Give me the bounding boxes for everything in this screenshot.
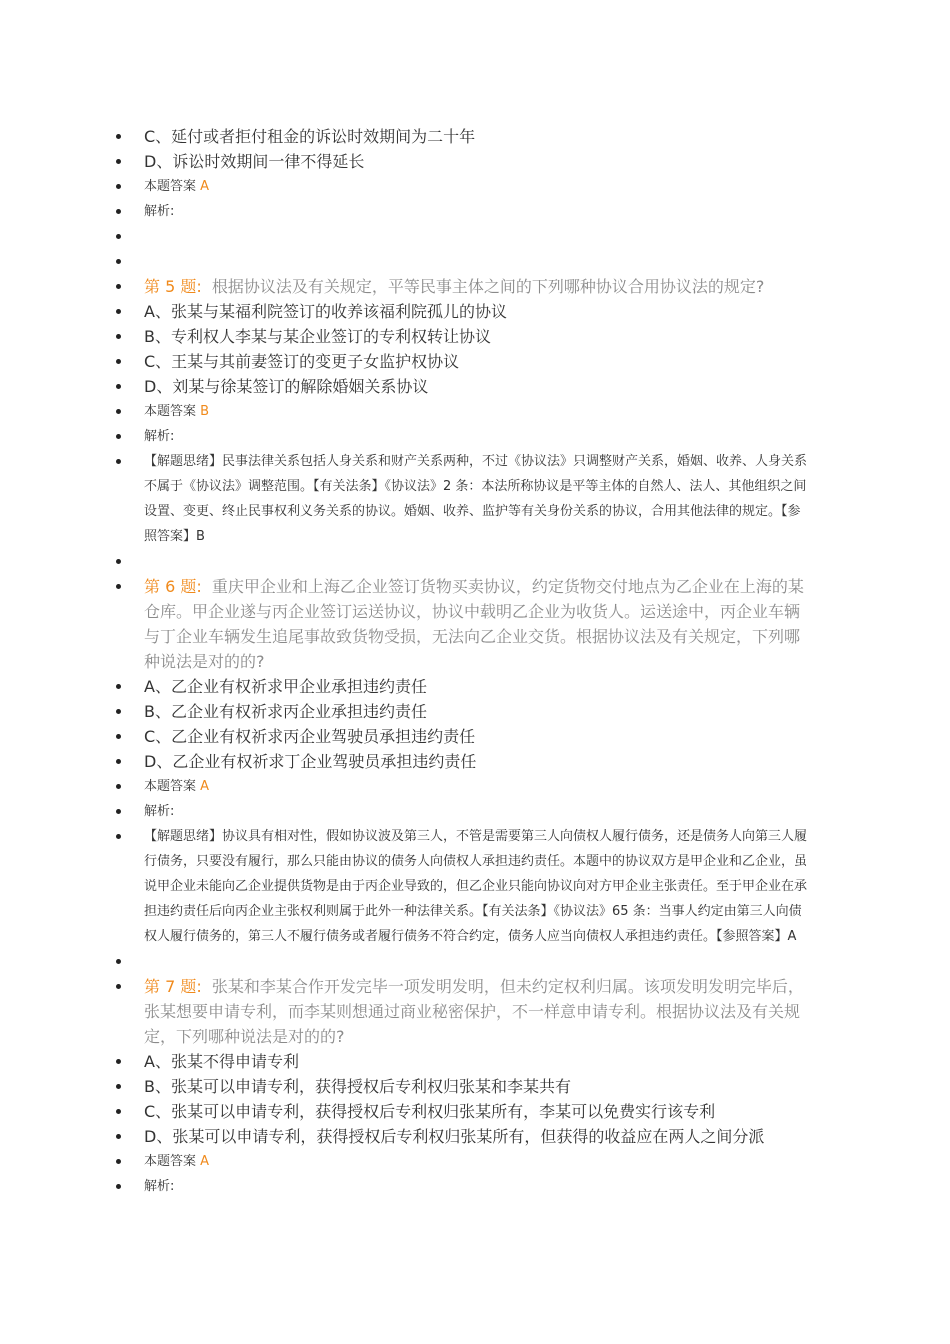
question-list [0, 124, 950, 1199]
option-text: C、乙企业有权祈求丙企业驾驶员承担违约责任 [144, 727, 476, 746]
option-item [0, 349, 950, 374]
option-item [0, 374, 950, 399]
question-number: 第 7 题: [144, 977, 202, 996]
analysis-item [0, 1174, 950, 1199]
question-item [0, 974, 950, 1049]
answer-value: A [200, 779, 210, 794]
analysis-label: 解析: [144, 429, 175, 444]
answer-item [0, 774, 950, 799]
answer-label: 本题答案 [144, 404, 197, 419]
option-text: C、张某可以申请专利，获得授权后专利权归张某所有，李某可以免费实行该专利 [144, 1102, 716, 1121]
explanation-text: 【解题思绪】协议具有相对性，假如协议波及第三人，不管是需要第三人向债权人履行债务，还是债务人向第三人履行债务，只要没有履行，那么只能由协议的债务人向债权人承担违约责任。本题中的协议双方是甲企业和乙企业，虽说甲企业未能向乙企业提供货物是由于丙企业导致的，但乙企业只能向协议向对方甲企业主张责任。至于甲企业在承担违约责任后向丙企业主张权利则属于此外一种法律关系。【有关法条】《协议法》65 条：当事人约定由第三人向债权人履行债务的，第三人不履行债务或者履行债务不符合约定，债务人应当向债权人承担违约责任。【参照答案】A [144, 829, 808, 944]
option-text: D、张某可以申请专利，获得授权后专利权归张某所有，但获得的收益应在两人之间分派 [144, 1127, 765, 1146]
empty-item [0, 224, 950, 249]
option-item [0, 749, 950, 774]
option-text: A、张某不得申请专利 [144, 1052, 299, 1071]
answer-item [0, 1149, 950, 1174]
analysis-item [0, 799, 950, 824]
option-item [0, 699, 950, 724]
option-text: D、乙企业有权祈求丁企业驾驶员承担违约责任 [144, 752, 477, 771]
empty-item [0, 549, 950, 574]
option-text: D、刘某与徐某签订的解除婚姻关系协议 [144, 377, 429, 396]
analysis-label: 解析: [144, 804, 175, 819]
option-text: B、专利权人李某与某企业签订的专利权转让协议 [144, 327, 491, 346]
question-number: 第 6 题: [144, 577, 202, 596]
question-number: 第 5 题: [144, 277, 202, 296]
explanation-text: 【解题思绪】民事法律关系包括人身关系和财产关系两种，不过《协议法》只调整财产关系，婚姻、收养、人身关系不属于《协议法》调整范围。【有关法条】《协议法》2 条：本法所称协议是平等主体的自然人、法人、其他组织之间设置、变更、终止民事权利义务关系的协议。婚姻、收养、监护等有关身份关系的协议，合用其他法律的规定。【参照答案】B [144, 454, 808, 544]
explanation-item [0, 449, 950, 549]
option-item [0, 324, 950, 349]
option-item [0, 1049, 950, 1074]
answer-value: B [200, 404, 210, 419]
option-item [0, 674, 950, 699]
option-item [0, 1099, 950, 1124]
option-text: B、张某可以申请专利，获得授权后专利权归张某和李某共有 [144, 1077, 571, 1096]
document-page [0, 124, 950, 1199]
option-text: C、王某与其前妻签订的变更子女监护权协议 [144, 352, 460, 371]
analysis-item [0, 424, 950, 449]
empty-item [0, 949, 950, 974]
option-item [0, 1124, 950, 1149]
answer-item [0, 174, 950, 199]
analysis-label: 解析: [144, 1179, 175, 1194]
option-text: D、诉讼时效期间一律不得延长 [144, 152, 365, 171]
option-item [0, 149, 950, 174]
analysis-item [0, 199, 950, 224]
answer-label: 本题答案 [144, 179, 197, 194]
explanation-item [0, 824, 950, 949]
empty-item [0, 249, 950, 274]
option-item [0, 124, 950, 149]
option-item [0, 299, 950, 324]
question-item [0, 574, 950, 674]
option-text: A、乙企业有权祈求甲企业承担违约责任 [144, 677, 427, 696]
answer-value: A [200, 1154, 210, 1169]
question-item [0, 274, 950, 299]
answer-item [0, 399, 950, 424]
analysis-label: 解析: [144, 204, 175, 219]
question-text: 根据协议法及有关规定，平等民事主体之间的下列哪种协议合用协议法的规定? [211, 277, 765, 296]
question-text: 张某和李某合作开发完毕一项发明发明，但未约定权利归属。该项发明发明完毕后，张某想要申请专利，而李某则想通过商业秘密保护，不一样意申请专利。根据协议法及有关规定，下列哪种说法是对的的? [144, 977, 804, 1046]
option-text: B、乙企业有权祈求丙企业承担违约责任 [144, 702, 427, 721]
option-item [0, 724, 950, 749]
answer-label: 本题答案 [144, 779, 197, 794]
answer-label: 本题答案 [144, 1154, 197, 1169]
option-text: A、张某与某福利院签订的收养该福利院孤儿的协议 [144, 302, 507, 321]
option-text: C、延付或者拒付租金的诉讼时效期间为二十年 [144, 127, 476, 146]
answer-value: A [200, 179, 210, 194]
option-item [0, 1074, 950, 1099]
question-text: 重庆甲企业和上海乙企业签订货物买卖协议，约定货物交付地点为乙企业在上海的某仓库。甲企业遂与丙企业签订运送协议，协议中载明乙企业为收货人。运送途中，丙企业车辆与丁企业车辆发生追尾事故致货物受损，无法向乙企业交货。根据协议法及有关规定，下列哪种说法是对的的? [144, 577, 804, 671]
